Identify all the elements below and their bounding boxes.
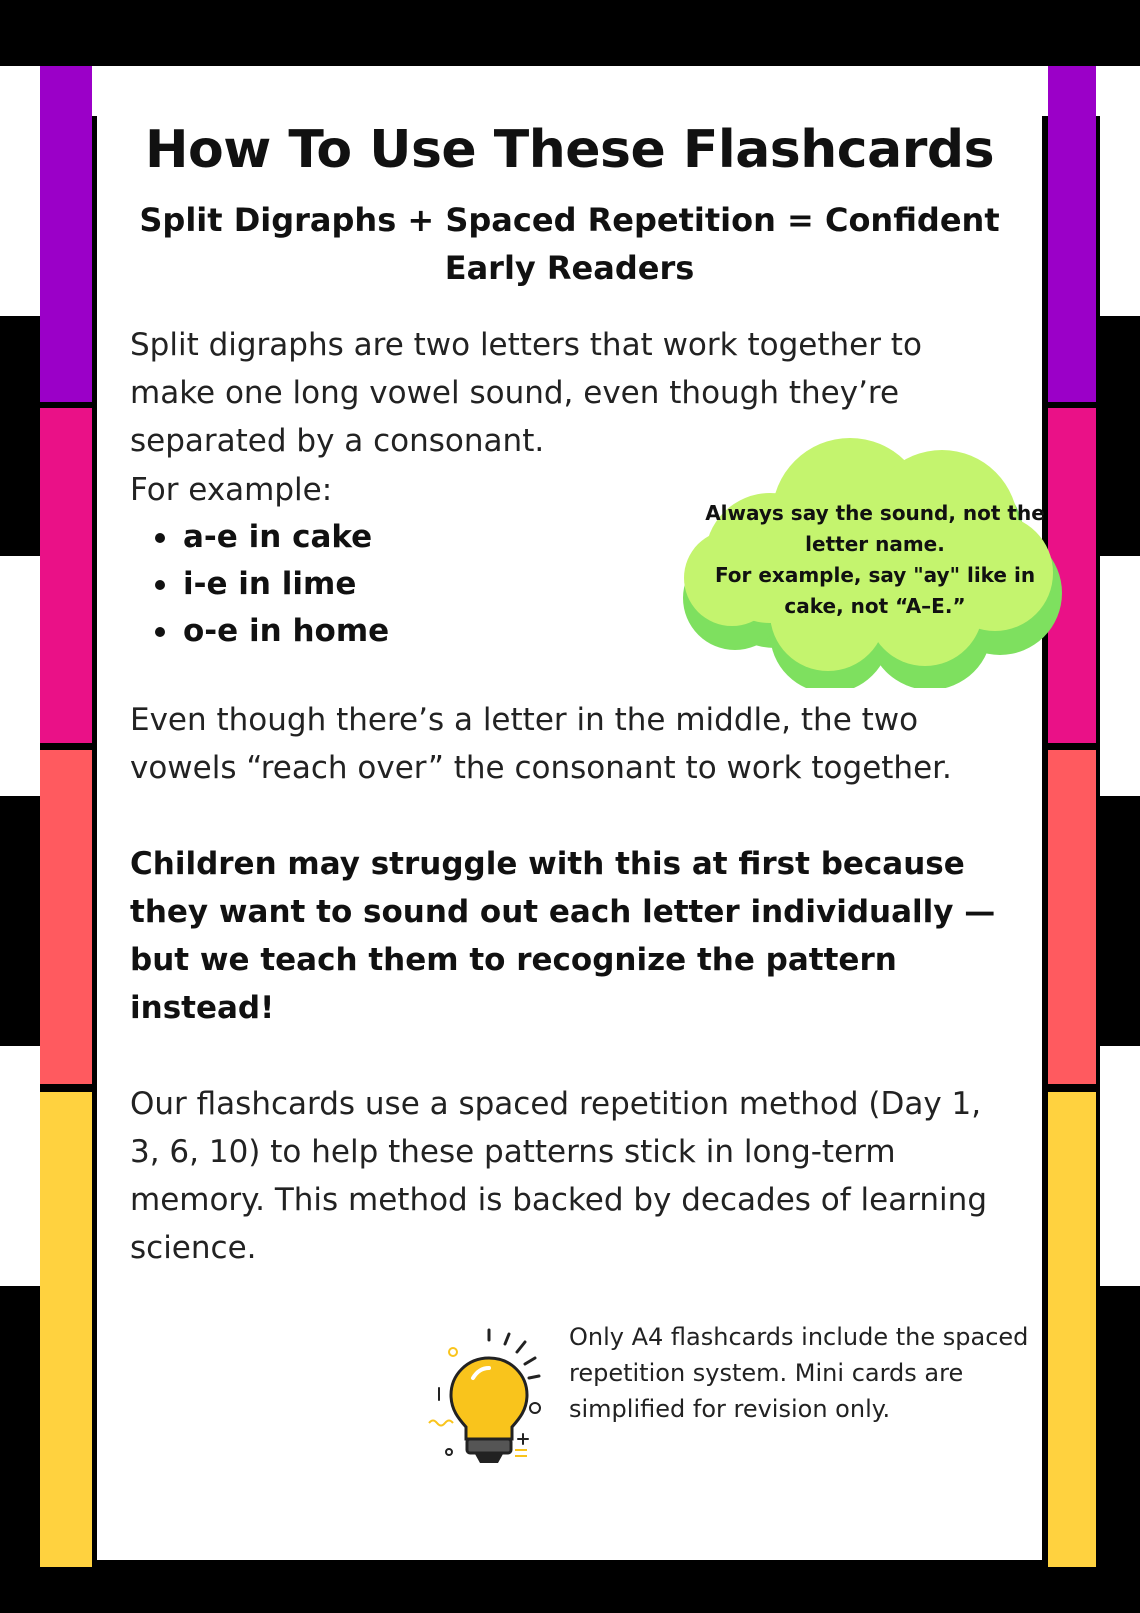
- example-list: [155, 514, 389, 655]
- right-tab-coral: [1048, 750, 1096, 1084]
- right-tab-yellow: [1048, 1092, 1096, 1567]
- left-tab-coral: [40, 750, 92, 1084]
- page-subtitle: Split Digraphs + Spaced Repetition = Confident Early Readers: [139, 201, 1000, 287]
- example-label: For example:: [130, 472, 333, 508]
- cloud-tip-line2: For example, say "ay" like in cake, not “A–E.”: [714, 563, 1036, 618]
- page-title: How To Use These Flashcards: [144, 120, 995, 180]
- left-tab-yellow: [40, 1092, 92, 1567]
- flashcard-info-page: [97, 66, 1045, 1560]
- reach-over-paragraph: Even though there’s a letter in the middle, the two vowels “reach over” the consonant to work together.: [130, 702, 952, 786]
- left-tab-magenta: [40, 408, 92, 743]
- bg-stripe: [1100, 116, 1140, 316]
- bg-stripe: [0, 556, 40, 796]
- cloud-tip-text: [700, 498, 1050, 622]
- bg-stripe: [0, 116, 40, 316]
- bg-stripe: [1100, 556, 1140, 796]
- cloud-tip-line1: Always say the sound, not the letter name.: [705, 501, 1045, 556]
- a4-note: Only A4 flashcards include the spaced repetition system. Mini cards are simplified for revision only.: [569, 1323, 1029, 1423]
- spaced-repetition-paragraph: Our flashcards use a spaced repetition method (Day 1, 3, 6, 10) to help these patterns stick in long-term memory. This method is backed by decades of learning science.: [130, 1086, 987, 1266]
- bg-stripe: [1100, 1046, 1140, 1286]
- list-item: i-e in lime: [155, 561, 389, 608]
- list-item: a-e in cake: [155, 514, 389, 561]
- right-tab-purple: [1048, 66, 1096, 402]
- bg-stripe: [0, 1046, 40, 1286]
- struggle-paragraph: Children may struggle with this at first because they want to sound out each letter individually — but we teach them to recognize the pattern instead!: [130, 846, 996, 1026]
- list-item: o-e in home: [155, 608, 389, 655]
- left-tab-purple: [40, 66, 92, 402]
- intro-paragraph: Split digraphs are two letters that work together to make one long vowel sound, even though they’re separated by a consonant.: [130, 327, 922, 459]
- lightbulb-icon: [427, 1328, 557, 1468]
